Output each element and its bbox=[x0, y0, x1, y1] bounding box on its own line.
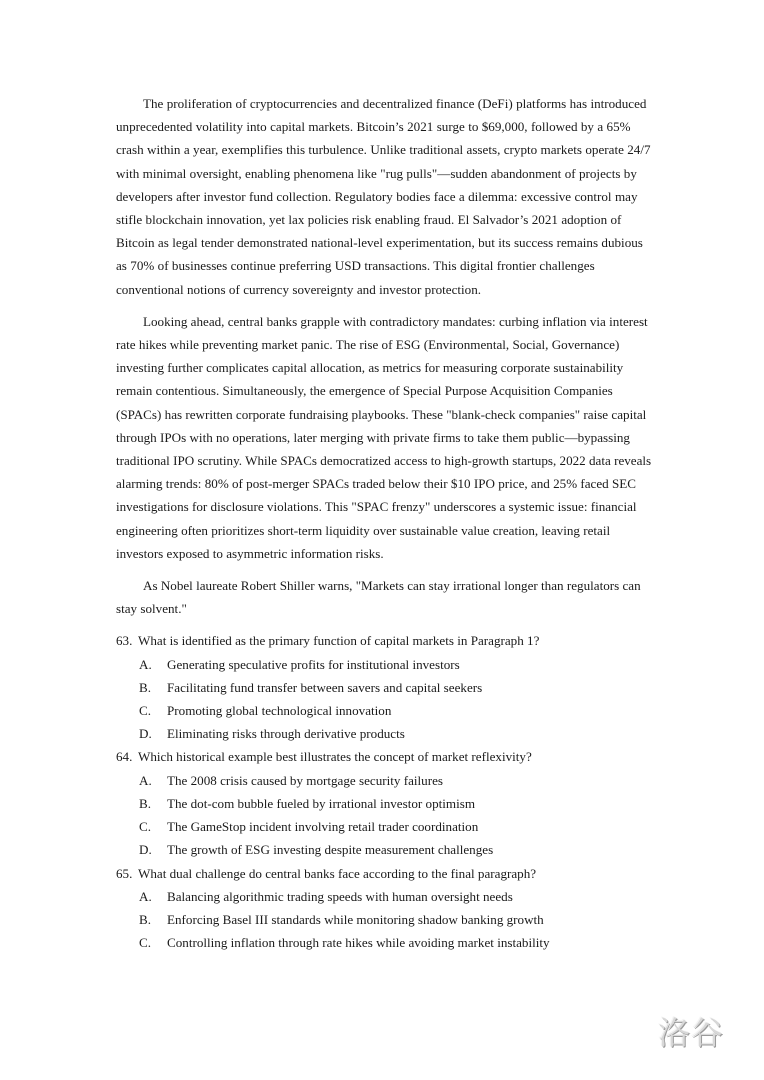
answer-option-d[interactable] bbox=[116, 838, 656, 861]
question-stem bbox=[116, 745, 656, 768]
option-text: Facilitating fund transfer between savers and capital seekers bbox=[167, 679, 483, 695]
option-text: The growth of ESG investing despite measurement challenges bbox=[167, 842, 494, 858]
answer-option-c[interactable] bbox=[116, 815, 656, 838]
option-text: Balancing algorithmic trading speeds with human oversight needs bbox=[167, 888, 513, 904]
answer-option-b[interactable] bbox=[116, 792, 656, 815]
question-text: What is identified as the primary function of capital markets in Paragraph 1? bbox=[138, 633, 540, 649]
option-letter: A. bbox=[139, 656, 152, 672]
answer-option-b[interactable] bbox=[116, 676, 656, 699]
option-text: Eliminating risks through derivative products bbox=[167, 726, 405, 742]
option-letter: D. bbox=[139, 842, 152, 858]
option-text: Promoting global technological innovation bbox=[167, 703, 392, 719]
answer-option-a[interactable] bbox=[116, 885, 656, 908]
option-text: Controlling inflation through rate hikes while avoiding market instability bbox=[167, 935, 550, 951]
answer-option-c[interactable] bbox=[116, 699, 656, 722]
question-stem bbox=[116, 629, 656, 652]
answer-option-b[interactable] bbox=[116, 908, 656, 931]
question-number: 65. bbox=[116, 865, 133, 881]
answer-option-a[interactable] bbox=[116, 653, 656, 676]
question-text: What dual challenge do central banks face according to the final paragraph? bbox=[138, 865, 537, 881]
question-65 bbox=[116, 862, 656, 955]
question-text: Which historical example best illustrates the concept of market reflexivity? bbox=[138, 749, 532, 765]
option-text: The GameStop incident involving retail trader coordination bbox=[167, 819, 479, 835]
reading-passage bbox=[116, 92, 656, 620]
option-letter: B. bbox=[139, 911, 152, 927]
document-page bbox=[116, 92, 656, 954]
passage-paragraph: Looking ahead, central banks grapple with contradictory mandates: curbing inflation via interest rate hikes while preventing market panic. The rise of ESG (Environmental, Social, Governance) investing further complicates capital allocation, as metrics for measuring corporate sustainability remain contentious. Simultaneously, the emergence of Special Purpose Acquisition Companies (SPACs) has rewritten corporate fundraising playbooks. These "blank-check companies" raise capital through IPOs with no operations, later merging with private firms to take them public—bypassing traditional IPO scrutiny. While SPACs democratized access to high-growth startups, 2022 data reveals alarming trends: 80% of post-merger SPACs traded below their $10 IPO price, and 25% faced SEC investigations for disclosure violations. This "SPAC frenzy" underscores a systemic issue: financial engineering often prioritizes short-term liquidity over sustainable value creation, leaving retail investors exposed to asymmetric information risks. bbox=[116, 313, 652, 561]
passage-paragraph: The proliferation of cryptocurrencies and decentralized finance (DeFi) platforms has introduced unprecedented volatility into capital markets. Bitcoin’s 2021 surge to $69,000, followed by a 65% crash within a year, exemplifies this turbulence. Unlike traditional assets, crypto markets operate 24/7 with minimal oversight, enabling phenomena like "rug pulls"—sudden abandonment of projects by developers after investor fund collection. Regulatory bodies face a dilemma: excessive control may stifle blockchain innovation, yet lax policies risk enabling fraud. El Salvador’s 2021 adoption of Bitcoin as legal tender demonstrated national-level experimentation, but its success remains dubious as 70% of businesses continue preferring USD transactions. This digital frontier challenges conventional notions of currency sovereignty and investor protection. bbox=[116, 96, 651, 297]
question-stem bbox=[116, 862, 656, 885]
option-letter: A. bbox=[139, 888, 152, 904]
question-number: 63. bbox=[116, 633, 133, 649]
answer-option-d[interactable] bbox=[116, 722, 656, 745]
option-text: The dot-com bubble fueled by irrational investor optimism bbox=[167, 795, 475, 811]
option-text: Enforcing Basel III standards while monitoring shadow banking growth bbox=[167, 911, 544, 927]
question-64 bbox=[116, 745, 656, 861]
option-letter: C. bbox=[139, 935, 152, 951]
passage-quote-paragraph: As Nobel laureate Robert Shiller warns, "Markets can stay irrational longer than regulators can stay solvent." bbox=[116, 578, 641, 617]
option-letter: B. bbox=[139, 679, 152, 695]
option-letter: C. bbox=[139, 703, 152, 719]
luogu-watermark: 洛谷 bbox=[658, 1014, 725, 1052]
option-letter: C. bbox=[139, 819, 152, 835]
question-number: 64. bbox=[116, 749, 133, 765]
question-63 bbox=[116, 629, 656, 745]
question-list bbox=[116, 629, 656, 954]
answer-option-c[interactable] bbox=[116, 931, 656, 954]
option-text: Generating speculative profits for institutional investors bbox=[167, 656, 460, 672]
option-letter: B. bbox=[139, 795, 152, 811]
answer-option-a[interactable] bbox=[116, 769, 656, 792]
option-letter: A. bbox=[139, 772, 152, 788]
option-text: The 2008 crisis caused by mortgage security failures bbox=[167, 772, 443, 788]
option-letter: D. bbox=[139, 726, 152, 742]
